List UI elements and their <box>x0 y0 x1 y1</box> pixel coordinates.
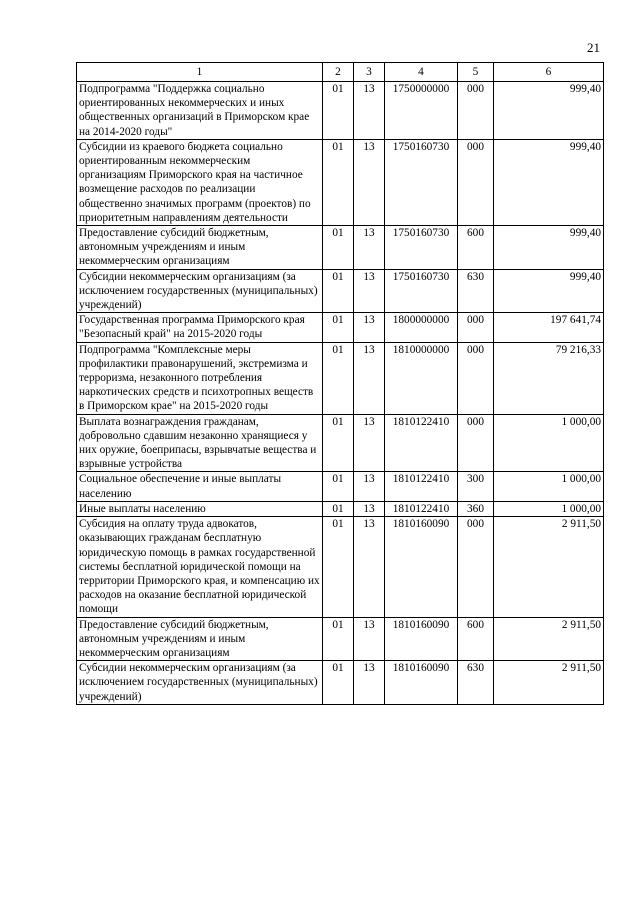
header-col-2: 2 <box>323 63 354 82</box>
row-code-4: 1810160090 <box>385 617 458 661</box>
row-amount: 79 216,33 <box>494 342 604 414</box>
row-code-2: 01 <box>323 661 354 705</box>
row-code-5: 600 <box>458 617 494 661</box>
row-amount: 999,40 <box>494 226 604 270</box>
row-name: Иные выплаты населению <box>77 501 323 516</box>
row-code-4: 1750160730 <box>385 226 458 270</box>
row-code-4: 1750000000 <box>385 82 458 140</box>
row-code-3: 13 <box>354 472 385 501</box>
row-code-2: 01 <box>323 226 354 270</box>
row-code-4: 1750160730 <box>385 269 458 313</box>
table-header <box>77 63 604 82</box>
row-code-3: 13 <box>354 661 385 705</box>
row-code-3: 13 <box>354 617 385 661</box>
row-code-3: 13 <box>354 313 385 342</box>
row-name: Государственная программа Приморского края "Безопасный край" на 2015-2020 годы <box>77 313 323 342</box>
table-row <box>77 517 604 617</box>
row-code-4: 1810000000 <box>385 342 458 414</box>
row-code-4: 1810122410 <box>385 414 458 472</box>
row-code-5: 000 <box>458 517 494 617</box>
row-code-5: 630 <box>458 269 494 313</box>
row-name: Социальное обеспечение и иные выплаты населению <box>77 472 323 501</box>
row-code-2: 01 <box>323 342 354 414</box>
table-row <box>77 342 604 414</box>
row-amount: 197 641,74 <box>494 313 604 342</box>
row-code-2: 01 <box>323 517 354 617</box>
row-name: Подпрограмма "Комплексные меры профилактики правонарушений, экстремизма и терроризма, незаконного потребления наркотических средств и психотропных веществ в Приморском крае" на 2015-2020 годы <box>77 342 323 414</box>
row-code-2: 01 <box>323 313 354 342</box>
row-amount: 1 000,00 <box>494 472 604 501</box>
row-code-5: 360 <box>458 501 494 516</box>
row-code-2: 01 <box>323 501 354 516</box>
row-amount: 1 000,00 <box>494 501 604 516</box>
table-row <box>77 617 604 661</box>
row-code-2: 01 <box>323 472 354 501</box>
row-code-4: 1810160090 <box>385 661 458 705</box>
row-code-5: 600 <box>458 226 494 270</box>
row-name: Субсидии некоммерческим организациям (за исключением государственных (муниципальных) учреждений) <box>77 269 323 313</box>
table-body <box>77 82 604 705</box>
table-row <box>77 139 604 225</box>
row-amount: 999,40 <box>494 139 604 225</box>
row-name: Субсидии из краевого бюджета социально ориентированным некоммерческим организациям Приморского края на частичное возмещение расходов по реализации общественно значимых программ (проектов) по приоритетным направлениям деятельности <box>77 139 323 225</box>
header-col-4: 4 <box>385 63 458 82</box>
row-code-4: 1810160090 <box>385 517 458 617</box>
table-row <box>77 226 604 270</box>
table-row <box>77 313 604 342</box>
row-code-3: 13 <box>354 226 385 270</box>
row-name: Выплата вознаграждения гражданам, добровольно сдавшим незаконно хранящиеся у них оружие, боеприпасы, взрывчатые вещества и взрывные устройства <box>77 414 323 472</box>
table-row <box>77 661 604 705</box>
table-row <box>77 269 604 313</box>
row-code-5: 000 <box>458 342 494 414</box>
table-row <box>77 414 604 472</box>
row-code-5: 000 <box>458 414 494 472</box>
row-amount: 999,40 <box>494 82 604 140</box>
row-amount: 1 000,00 <box>494 414 604 472</box>
row-code-3: 13 <box>354 414 385 472</box>
row-amount: 999,40 <box>494 269 604 313</box>
row-name: Предоставление субсидий бюджетным, автономным учреждениям и иным некоммерческим организациям <box>77 617 323 661</box>
row-code-4: 1810122410 <box>385 472 458 501</box>
row-name: Предоставление субсидий бюджетным, автономным учреждениям и иным некоммерческим организациям <box>77 226 323 270</box>
row-code-3: 13 <box>354 517 385 617</box>
header-col-1: 1 <box>77 63 323 82</box>
row-code-2: 01 <box>323 82 354 140</box>
table-row <box>77 82 604 140</box>
row-code-5: 000 <box>458 313 494 342</box>
row-code-3: 13 <box>354 82 385 140</box>
row-amount: 2 911,50 <box>494 661 604 705</box>
row-code-2: 01 <box>323 269 354 313</box>
row-code-5: 000 <box>458 82 494 140</box>
row-code-3: 13 <box>354 501 385 516</box>
row-code-4: 1750160730 <box>385 139 458 225</box>
page-number: 21 <box>587 40 600 55</box>
row-code-3: 13 <box>354 269 385 313</box>
row-code-2: 01 <box>323 617 354 661</box>
row-code-3: 13 <box>354 342 385 414</box>
row-code-5: 300 <box>458 472 494 501</box>
row-code-4: 1810122410 <box>385 501 458 516</box>
row-name: Подпрограмма "Поддержка социально ориентированных некоммерческих и иных общественных организаций в Приморском крае на 2014-2020 годы" <box>77 82 323 140</box>
budget-table <box>76 62 604 705</box>
row-code-3: 13 <box>354 139 385 225</box>
table-row <box>77 472 604 501</box>
header-col-6: 6 <box>494 63 604 82</box>
header-col-5: 5 <box>458 63 494 82</box>
row-code-2: 01 <box>323 414 354 472</box>
row-name: Субсидия на оплату труда адвокатов, оказывающих гражданам бесплатную юридическую помощь в рамках государственной системы бесплатной юридической помощи на территории Приморского края, и компенсацию их расходов на оказание бесплатной юридической помощи <box>77 517 323 617</box>
header-row <box>77 63 604 82</box>
header-col-3: 3 <box>354 63 385 82</box>
row-name: Субсидии некоммерческим организациям (за исключением государственных (муниципальных) учреждений) <box>77 661 323 705</box>
row-code-2: 01 <box>323 139 354 225</box>
row-amount: 2 911,50 <box>494 617 604 661</box>
row-code-4: 1800000000 <box>385 313 458 342</box>
row-code-5: 000 <box>458 139 494 225</box>
row-code-5: 630 <box>458 661 494 705</box>
row-amount: 2 911,50 <box>494 517 604 617</box>
table-row <box>77 501 604 516</box>
